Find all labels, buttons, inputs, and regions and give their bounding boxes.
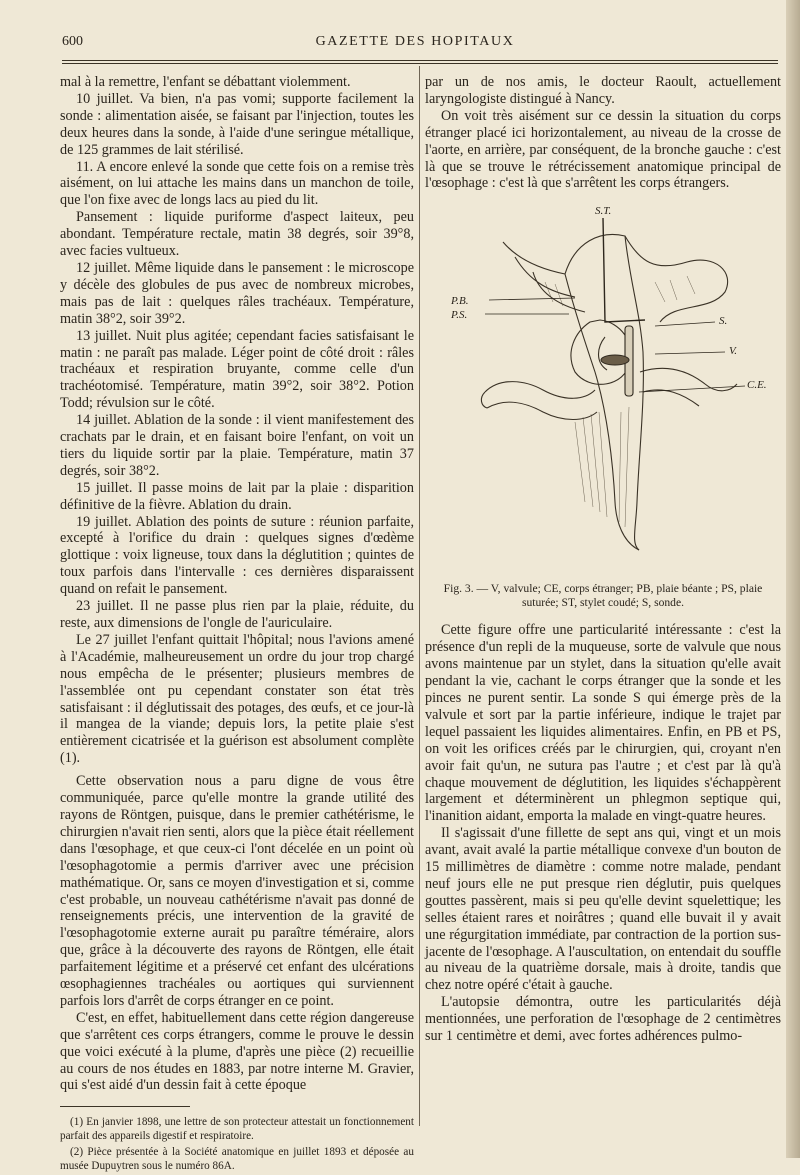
footnote-rule (60, 1106, 190, 1107)
footnote: (1) En janvier 1898, une lettre de son protecteur attestait un fonctionnement parfait des appareils digestif et respiratoire. (60, 1116, 414, 1143)
paragraph: Cette observation nous a paru digne de vous être communiquée, parce qu'elle montre la grande utilité des rayons de Röntgen, puisque, dans le premier cathétérisme, le chirurgien n'avait rien senti, alors que la pièce était réellement dans l'œsophage, et que ceux-ci l'ont décelée en un point où l'œsophagotomie a permis d'arriver avec une précision mathématique. Or, sans ce moyen d'investigation et si, comme c'est probable, un nouveau cathétérisme n'avait pas donné de renseignements précis, une intervention de la gravité de l'œsophagotomie externe aurait pu paraître téméraire, alors que, grâce à la découverte des rayons de Röntgen, elle était parfaitement légitime et a préservé cet enfant des ulcérations œsophagiennes trachéales ou aortiques qui surviennent parfois lors d'arrêt de corps étranger en ce point. (60, 773, 414, 1009)
footnotes (60, 1115, 414, 1173)
paragraph: Cette figure offre une particularité intéressante : c'est la présence d'un repli de la muqueuse, sorte de valvule que nous avons maintenue par un stylet, dans la situation qu'elle avait pendant la vie, cachant le corps étranger que la sonde et les pinces ne purent sentir. La sonde S qui émerge près de la valvule et sort par la partie inférieure, indique le trajet par lequel passaient les liquides alimentaires. Enfin, en PB et PS, on voit les orifices créés par le chirurgien, qui, croyant n'en avoir fait qu'un, ne sutura pas l'autre ; et c'est par là qu'à chaque mouvement de déglutition, les liquides s'échappèrent largement et déterminèrent un phlegmon septique qui, l'inanition aidant, emporta la malade en vingt-quatre heures. (425, 622, 781, 825)
esophagus-drawing (425, 202, 781, 574)
column-divider (419, 66, 420, 1126)
stylet-shape (603, 218, 645, 322)
left-column (60, 74, 414, 1175)
right-column (425, 74, 781, 1045)
page-edge (786, 0, 800, 1158)
paragraph: 13 juillet. Nuit plus agitée; cependant facies satisfaisant le matin : ne paraît pas malade. Léger point de côté droit : râles trachéaux et respiration bruyante, comme celle d'un trachéotomisé. Température, matin 39°2, soir 38°2. Potion Todd; révulsion sur le côté. (60, 327, 414, 412)
label-s: S. (719, 315, 728, 328)
paragraph: 10 juillet. Va bien, n'a pas vomi; supporte facilement la sonde : alimentation aisée, se faisant par l'injection, toutes les deux heures dans la sonde, à l'aide d'une seringue métallique, de 125 grammes de lait stérilisé. (60, 90, 414, 158)
paragraph: mal à la remettre, l'enfant se débattant violemment. (60, 74, 351, 90)
paragraph: 11. A encore enlevé la sonde que cette fois on a remise très aisément, on lui attache les mains dans un manchon de toile, que l'on fixe avec de longs lacs au pied du lit. (60, 158, 414, 209)
paragraph: L'autopsie démontra, outre les particularités déjà mentionnées, une perforation de l'œsophage de 2 centimètres sur 1 centimètre et demi, avec fortes adhérences pulmo- (425, 994, 781, 1045)
paragraph: Il s'agissait d'une fillette de sept ans qui, vingt et un mois avant, avait avalé la partie métallique convexe d'un bouton de 15 millimètres de diamètre : comme notre malade, pendant neuf jours elle ne put presque rien déglutir, puis quelques gouttes passèrent, mais si peu qu'elle devint squelettique; les selles étaient rares et noirâtres ; quand elle buvait il y avait une régurgitation immédiate, par contraction de la portion sus-jacente de l'œsophage. A l'auscultation, on entendait du souffle au niveau de la quatrième dorsale, mais à droite, tandis que chez notre opéré c'était à gauche. (425, 825, 781, 994)
figure-esophagus-illustration (425, 202, 781, 574)
paragraph: On voit très aisément sur ce dessin la situation du corps étranger placé ici horizontalement, au niveau de la crosse de l'aorte, en arrière, par conséquent, de la bronche gauche : c'est là que se trouve le rétrécissement anatomique principal de l'œsophage : c'est là que s'arrêtent les corps étrangers. (425, 107, 781, 192)
page-header (62, 34, 768, 56)
foreign-body-shape (601, 355, 629, 365)
label-st: S.T. (595, 205, 612, 218)
footnote: (2) Pièce présentée à la Société anatomique en juillet 1893 et déposée au musée Dupuytren sous le numéro 86A. (60, 1146, 414, 1173)
paragraph: Pansement : liquide puriforme d'aspect laiteux, peu abondant. Température rectale, matin 38 degrés, soir 39°8, avec facies vultueux. (60, 209, 414, 260)
header-rule (62, 60, 778, 64)
label-ps: P.S. (451, 309, 468, 322)
paragraph: Le 27 juillet l'enfant quittait l'hôpital; nous l'avions amené à l'Académie, malheureusement un ordre du jour trop chargé nous empêcha de le présenter; plusieurs membres de l'assemblée ont pu cependant constater son état très satisfaisant : il déglutissait des potages, des œufs, et ce jour-là il mangea de la viande; depuis lors, la petite plaie s'est entièrement cicatrisée et la guérison est absolument complète (1). (60, 631, 414, 767)
paragraph: 14 juillet. Ablation de la sonde : il vient manifestement des crachats par le drain, et en faisant boire l'enfant, on voit un tiers du liquide sortir par la plaie. Température, matin 37 degrés, soir 38°2. (60, 412, 414, 479)
figure-caption: Fig. 3. — V, valvule; CE, corps étranger; PB, plaie béante ; PS, plaie suturée; ST, stylet coudé; S, sonde. (443, 582, 763, 610)
paragraph: par un de nos amis, le docteur Raoult, actuellement laryngologiste distingué à Nancy. (425, 74, 781, 107)
journal-title: GAZETTE DES HOPITAUX (315, 34, 515, 49)
label-v: V. (729, 345, 738, 358)
paragraph: 19 juillet. Ablation des points de suture : réunion parfaite, excepté à l'orifice du drain : quelques signes d'œdème glottique : voix ligneuse, toux dans la déglutition ; quintes de toux parfois dans l'intervalle : ces dernières disparaissent quand on refait le pansement. (60, 513, 414, 598)
paragraph: C'est, en effet, habituellement dans cette région dangereuse que s'arrêtent ces corps étrangers, comme le prouve le dessin que voici exécuté à la plume, d'après une pièce (2) recueillie au cours de nos études en 1883, par notre interne M. Gravier, qui s'est aidé d'un dessin fait à cette époque (60, 1009, 414, 1094)
label-ce: C.E. (747, 379, 767, 392)
label-pb: P.B. (451, 295, 469, 308)
paragraph: 23 juillet. Il ne passe plus rien par la plaie, réduite, du reste, aux dimensions de l'ongle de l'auriculaire. (60, 598, 414, 631)
page-number: 600 (62, 34, 83, 49)
paragraph: 12 juillet. Même liquide dans le pansement : le microscope y décèle des globules de pus avec de nombreux microbes, mais pas de lait : quelques râles trachéaux. Température, matin 38°2, soir 39°2. (60, 259, 414, 327)
paragraph: 15 juillet. Il passe moins de lait par la plaie : disparition définitive de la fièvre. Ablation du drain. (60, 479, 414, 513)
